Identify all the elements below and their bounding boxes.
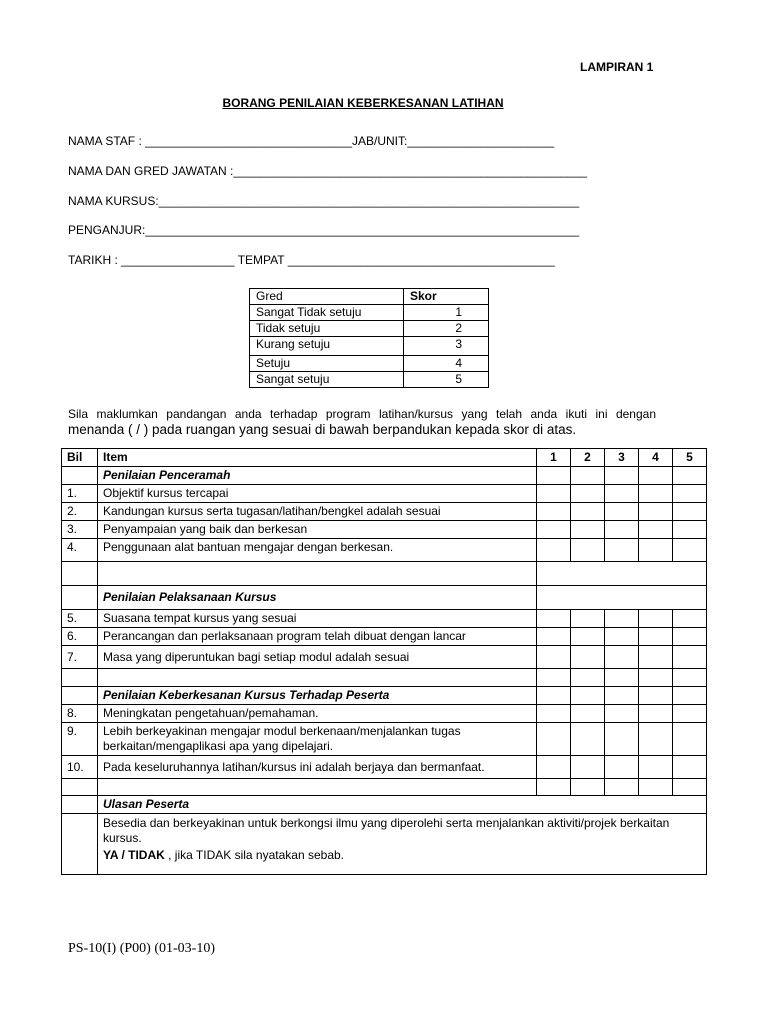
score-cell-3[interactable] — [605, 756, 639, 779]
score-cell-2[interactable] — [571, 723, 605, 756]
score-cell-2[interactable] — [571, 610, 605, 628]
score-cell-1[interactable] — [537, 723, 571, 756]
score-cell-1[interactable] — [537, 646, 571, 669]
score-cell-5[interactable] — [673, 723, 707, 756]
evaluation-table — [61, 448, 707, 875]
table-header-row — [62, 449, 707, 467]
score-cell-3[interactable] — [605, 521, 639, 539]
score-cell — [571, 467, 605, 485]
section-row — [62, 586, 707, 610]
score-cell-1[interactable] — [537, 521, 571, 539]
instruction-line-1: Sila maklumkan pandangan anda terhadap program latihan/kursus yang telah anda ikuti ini dengan — [68, 407, 656, 421]
section-penilaian-keberkesanan-kursus: Penilaian Keberkesanan Kursus Terhadap Peserta — [98, 687, 537, 705]
score-cell-3[interactable] — [605, 503, 639, 521]
bil-cell — [62, 586, 98, 610]
score-cell-1[interactable] — [537, 503, 571, 521]
score-cell-1[interactable] — [537, 756, 571, 779]
score-cell-2[interactable] — [571, 539, 605, 562]
score-cell-5[interactable] — [673, 610, 707, 628]
nama-staf-field: NAMA STAF : _______________________________JAB/UNIT:______________________ — [68, 134, 555, 148]
score-cell — [673, 669, 707, 687]
item-cell — [98, 723, 537, 756]
score-cell-5[interactable] — [673, 705, 707, 723]
item-cell: Masa yang diperuntukan bagi setiap modul adalah sesuai — [98, 646, 537, 669]
score-cell-3[interactable] — [605, 628, 639, 646]
score-cell-3[interactable] — [605, 646, 639, 669]
gred-label: Sangat Tidak setuju — [250, 305, 404, 321]
score-cell — [673, 687, 707, 705]
skor-value: 5 — [404, 372, 489, 388]
gred-label: Tidak setuju — [250, 321, 404, 337]
ulasan-line-1: Besedia dan berkeyakinan untuk berkongsi ilmu yang diperolehi serta menjalankan aktiviti/projek berkaitan — [103, 816, 670, 830]
score-cell — [605, 467, 639, 485]
score-1-header: 1 — [537, 449, 571, 467]
score-cell-1[interactable] — [537, 705, 571, 723]
ulasan-line-3 — [103, 848, 701, 863]
score-cell-5[interactable] — [673, 521, 707, 539]
penganjur-field: PENGANJUR:_________________________________________________________________ — [68, 223, 580, 237]
score-cell-5[interactable] — [673, 503, 707, 521]
gred-skor-table — [249, 288, 489, 388]
bil-cell: 9. — [62, 723, 98, 756]
instruction-line-2: menanda ( / ) pada ruangan yang sesuai di bawah berpandukan kepada skor di atas. — [68, 422, 577, 437]
item-cell: Penyampaian yang baik dan berkesan — [98, 521, 537, 539]
gred-row — [250, 305, 489, 321]
score-cell-4[interactable] — [639, 646, 673, 669]
gred-label: Setuju — [250, 356, 404, 372]
item-cell: Meningkatan pengetahuan/pemahaman. — [98, 705, 537, 723]
bil-cell: 3. — [62, 521, 98, 539]
gred-label: Sangat setuju — [250, 372, 404, 388]
score-cell — [537, 687, 571, 705]
score-5-header: 5 — [673, 449, 707, 467]
score-cell-1[interactable] — [537, 485, 571, 503]
score-cell-5[interactable] — [673, 539, 707, 562]
score-cell — [537, 779, 571, 796]
skor-value: 3 — [404, 337, 489, 356]
score-cell-2[interactable] — [571, 503, 605, 521]
ulasan-line-2: kursus. — [103, 831, 142, 845]
bil-cell: 6. — [62, 628, 98, 646]
score-cell-4[interactable] — [639, 723, 673, 756]
score-cell-2[interactable] — [571, 756, 605, 779]
score-cell-4[interactable] — [639, 539, 673, 562]
table-row — [62, 521, 707, 539]
table-row — [62, 723, 707, 756]
bil-cell — [62, 687, 98, 705]
score-cell-2[interactable] — [571, 705, 605, 723]
score-cell-2[interactable] — [571, 646, 605, 669]
score-cell-5[interactable] — [673, 756, 707, 779]
item-cell — [98, 562, 537, 586]
bil-cell: 2. — [62, 503, 98, 521]
score-cell-2[interactable] — [571, 521, 605, 539]
score-cell-3[interactable] — [605, 705, 639, 723]
score-cell-5[interactable] — [673, 646, 707, 669]
gred-table-header — [250, 289, 489, 305]
item-header: Item — [98, 449, 537, 467]
section-ulasan-peserta: Ulasan Peserta — [98, 796, 707, 814]
bil-cell — [62, 779, 98, 796]
bil-cell: 10. — [62, 756, 98, 779]
score-4-header: 4 — [639, 449, 673, 467]
item-cell — [98, 669, 537, 687]
tarikh-tempat-field: TARIKH : _________________ TEMPAT ________________________________________ — [68, 253, 555, 267]
score-cell-1[interactable] — [537, 610, 571, 628]
ulasan-cell[interactable] — [98, 814, 707, 875]
score-cell-5[interactable] — [673, 628, 707, 646]
item-cell: Penggunaan alat bantuan mengajar dengan berkesan. — [98, 539, 537, 562]
skor-value: 2 — [404, 321, 489, 337]
score-cell — [673, 467, 707, 485]
table-row — [62, 539, 707, 562]
bil-cell — [62, 562, 98, 586]
form-title: BORANG PENILAIAN KEBERKESANAN LATIHAN — [222, 96, 504, 110]
score-cell-3[interactable] — [605, 723, 639, 756]
spacer-row — [62, 779, 707, 796]
skor-value: 1 — [404, 305, 489, 321]
skor-value: 4 — [404, 356, 489, 372]
ya-tidak-label: YA / TIDAK — [103, 848, 165, 862]
instructions — [68, 406, 656, 438]
score-3-header: 3 — [605, 449, 639, 467]
bil-cell — [62, 814, 98, 875]
score-cell — [571, 687, 605, 705]
score-cell-1[interactable] — [537, 539, 571, 562]
ulasan-instruction: , jika TIDAK sila nyatakan sebab. — [164, 848, 344, 862]
skor-header: Skor — [404, 289, 489, 305]
table-row — [62, 756, 707, 779]
table-row — [62, 628, 707, 646]
table-row — [62, 503, 707, 521]
section-row — [62, 687, 707, 705]
score-cell-4[interactable] — [639, 705, 673, 723]
score-cell-4[interactable] — [639, 485, 673, 503]
score-cell — [673, 779, 707, 796]
score-cell-3[interactable] — [605, 610, 639, 628]
bil-cell: 7. — [62, 646, 98, 669]
gred-header: Gred — [250, 289, 404, 305]
item-cell: Pada keseluruhannya latihan/kursus ini adalah berjaya dan bermanfaat. — [98, 756, 537, 779]
section-row — [62, 467, 707, 485]
form-code: PS-10(I) (P00) (01-03-10) — [68, 941, 215, 956]
score-cell-4[interactable] — [639, 628, 673, 646]
score-cell-3[interactable] — [605, 485, 639, 503]
score-cell-2[interactable] — [571, 485, 605, 503]
score-cell-4[interactable] — [639, 610, 673, 628]
gred-row — [250, 321, 489, 337]
score-cell — [639, 687, 673, 705]
spacer-row — [62, 562, 707, 586]
table-row — [62, 485, 707, 503]
score-cell — [537, 467, 571, 485]
score-cell — [571, 669, 605, 687]
score-cell-5[interactable] — [673, 485, 707, 503]
score-cell-4[interactable] — [639, 521, 673, 539]
bil-header: Bil — [62, 449, 98, 467]
score-cell-1[interactable] — [537, 628, 571, 646]
score-cell — [639, 467, 673, 485]
ulasan-row — [62, 814, 707, 875]
section-penilaian-penceramah: Penilaian Penceramah — [98, 467, 537, 485]
score-cell — [605, 687, 639, 705]
score-cell — [639, 669, 673, 687]
score-cell — [605, 779, 639, 796]
nama-kursus-field: NAMA KURSUS:_______________________________________________________________ — [68, 194, 580, 208]
item-cell: Objektif kursus tercapai — [98, 485, 537, 503]
spacer-cell — [537, 586, 707, 610]
item-line: Lebih berkeyakinan mengajar modul berkenaan/menjalankan tugas — [103, 724, 461, 738]
bil-cell: 1. — [62, 485, 98, 503]
bil-cell — [62, 796, 98, 814]
bil-cell: 5. — [62, 610, 98, 628]
score-cell — [605, 669, 639, 687]
item-cell: Suasana tempat kursus yang sesuai — [98, 610, 537, 628]
gred-row — [250, 372, 489, 388]
score-cell-3[interactable] — [605, 539, 639, 562]
spacer-row — [62, 669, 707, 687]
score-2-header: 2 — [571, 449, 605, 467]
spacer-cell — [537, 562, 707, 586]
gred-label: Kurang setuju — [250, 337, 404, 356]
item-cell — [98, 779, 537, 796]
gred-row — [250, 356, 489, 372]
bil-cell: 8. — [62, 705, 98, 723]
nama-gred-jawatan-field: NAMA DAN GRED JAWATAN :_____________________________________________________ — [68, 164, 588, 178]
table-row — [62, 646, 707, 669]
section-row — [62, 796, 707, 814]
table-row — [62, 705, 707, 723]
bil-cell — [62, 467, 98, 485]
gred-row — [250, 337, 489, 356]
lampiran-label: LAMPIRAN 1 — [580, 60, 654, 74]
item-cell: Kandungan kursus serta tugasan/latihan/bengkel adalah sesuai — [98, 503, 537, 521]
table-row — [62, 610, 707, 628]
bil-cell — [62, 669, 98, 687]
score-cell — [639, 779, 673, 796]
section-penilaian-pelaksanaan-kursus: Penilaian Pelaksanaan Kursus — [98, 586, 537, 610]
score-cell — [537, 669, 571, 687]
score-cell-2[interactable] — [571, 628, 605, 646]
score-cell-4[interactable] — [639, 756, 673, 779]
bil-cell: 4. — [62, 539, 98, 562]
score-cell-4[interactable] — [639, 503, 673, 521]
item-line: berkaitan/mengaplikasi apa yang dipelajari. — [103, 739, 334, 753]
score-cell — [571, 779, 605, 796]
item-cell: Perancangan dan perlaksanaan program telah dibuat dengan lancar — [98, 628, 537, 646]
